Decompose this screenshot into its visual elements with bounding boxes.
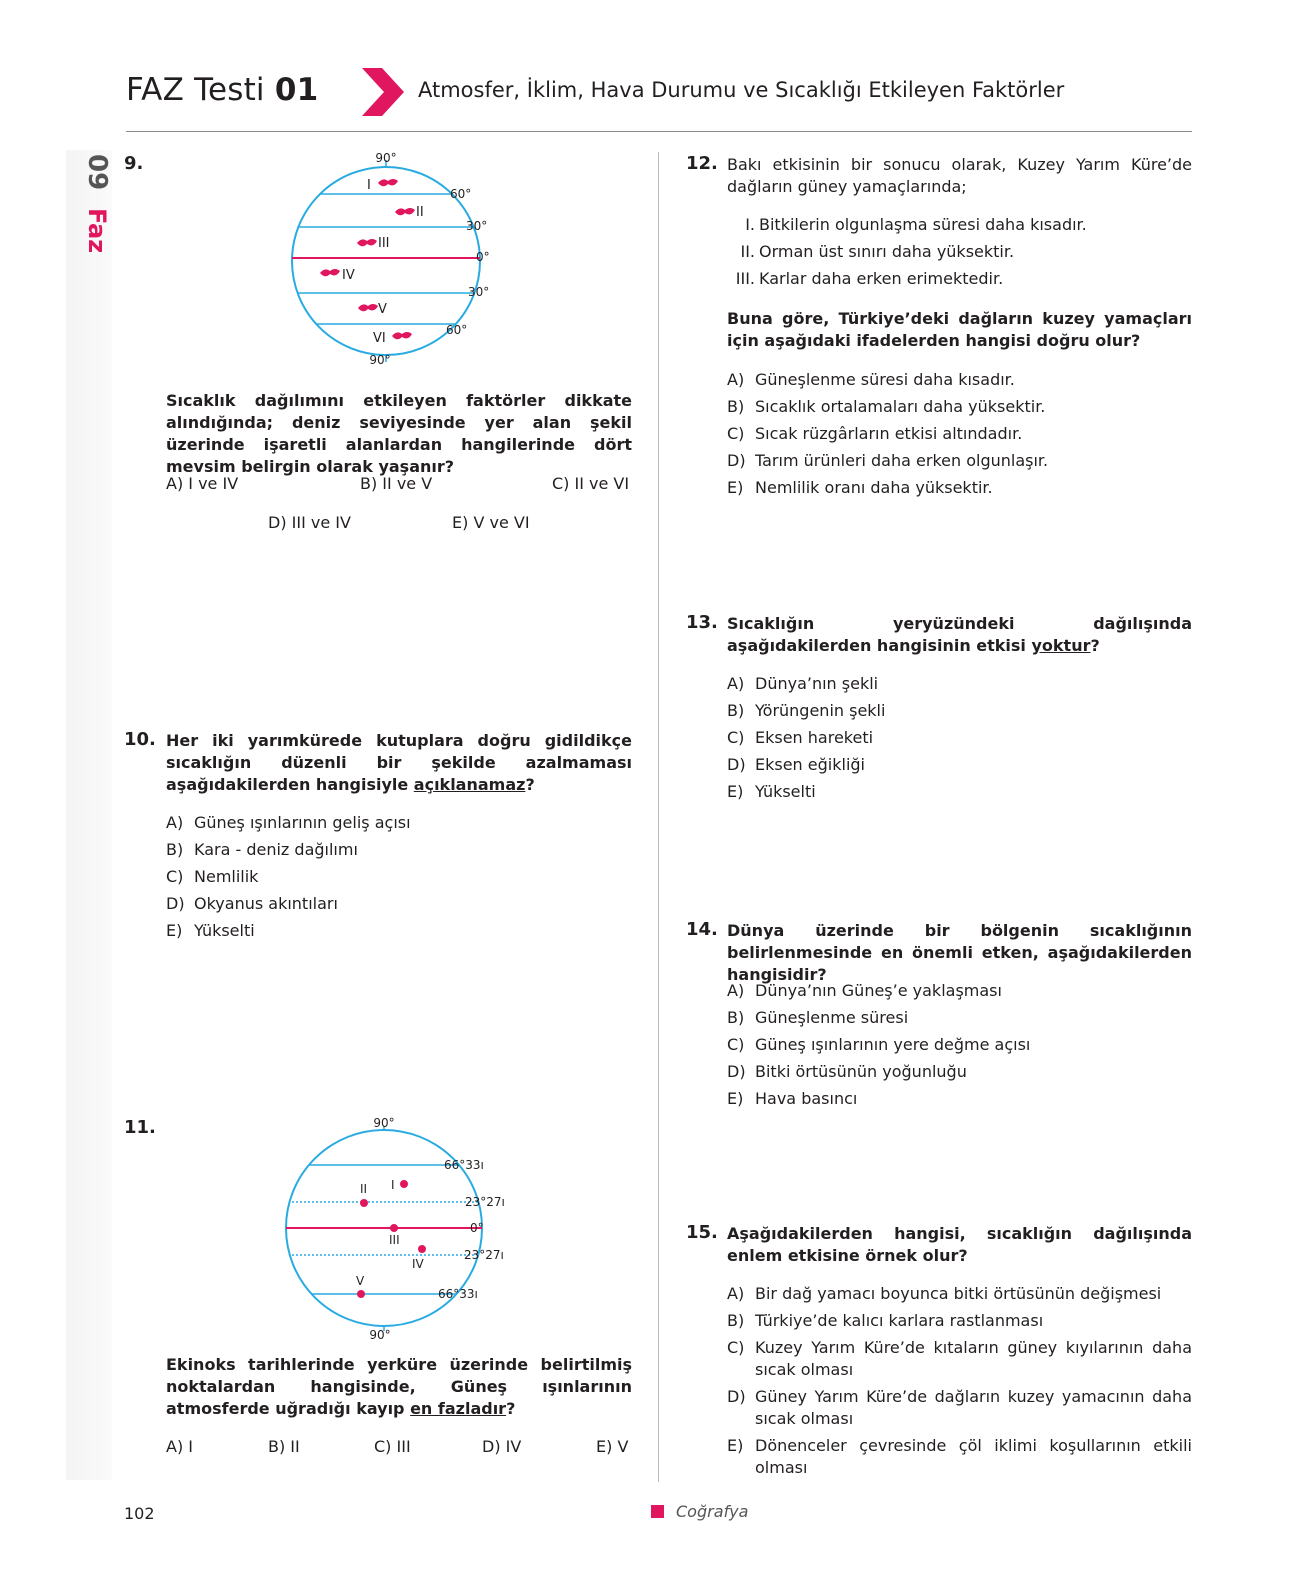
q12-statement-3 — [733, 268, 1003, 290]
q14-option-e[interactable] — [727, 1088, 857, 1110]
point-label-i: I — [391, 1178, 395, 1192]
q13-option-c[interactable] — [727, 727, 873, 749]
option-letter: C) — [166, 867, 184, 886]
q12-option-c[interactable] — [727, 423, 1022, 445]
option-letter: A) — [166, 813, 184, 832]
q13-option-a[interactable] — [727, 673, 878, 695]
footer-square-icon — [651, 1505, 664, 1518]
option-text: Güney Yarım Küre’de dağların kuzey yamacının daha sıcak olması — [755, 1387, 1192, 1428]
q15-option-d[interactable] — [727, 1386, 1192, 1430]
q9-option-e[interactable]: E) V ve VI — [452, 513, 530, 532]
q15-option-b[interactable] — [727, 1310, 1192, 1332]
statement-text: Orman üst sınırı daha yüksektir. — [759, 242, 1015, 261]
option-text: Dünya’nın şekli — [755, 674, 879, 693]
lat-label-2327n: 23°27ı — [465, 1195, 505, 1209]
q11-stem-emphasis: en fazladır — [410, 1399, 507, 1418]
q9-globe-figure — [280, 150, 520, 380]
option-letter: D) — [727, 1062, 746, 1081]
option-text: Eksen eğikliği — [755, 755, 865, 774]
lat-label-60s: 60° — [446, 323, 468, 337]
statement-roman: II. — [740, 242, 755, 261]
point-label-iv: IV — [412, 1257, 424, 1271]
option-letter: A) — [727, 674, 745, 693]
q10-option-c[interactable] — [166, 866, 258, 888]
test-number: 01 — [274, 72, 319, 108]
q11-stem-end: ? — [506, 1399, 516, 1418]
lat-label-60n: 60° — [450, 187, 472, 201]
statement-roman: III. — [735, 269, 755, 288]
test-title-prefix: FAZ Testi — [126, 72, 265, 108]
option-letter: B) — [727, 1311, 745, 1330]
q11-option-c[interactable]: C) III — [374, 1437, 411, 1456]
q10-option-d[interactable] — [166, 893, 338, 915]
lat-label-6633n: 66°33ı — [444, 1158, 484, 1172]
option-letter: E) — [727, 1436, 744, 1455]
q10-stem-text: Her iki yarımkürede kutuplara doğru gidildikçe sıcaklığın düzenli bir şekilde azalmaması aşağıdakilerden hangisiyle — [166, 731, 632, 794]
header-divider — [126, 131, 1192, 132]
label-top-90: 90° — [373, 1116, 395, 1130]
option-letter: E) — [727, 1089, 744, 1108]
option-letter: E) — [166, 921, 183, 940]
option-letter: A) — [727, 981, 745, 1000]
option-letter: C) — [727, 1338, 745, 1357]
option-text: Türkiye’de kalıcı karlara rastlanması — [755, 1311, 1044, 1330]
question-number-13: 13. — [686, 612, 718, 633]
statement-text: Bitkilerin olgunlaşma süresi daha kısadır. — [759, 215, 1087, 234]
faz-logo: Faz — [83, 208, 111, 254]
question-number-10: 10. — [124, 729, 156, 750]
point-label-ii: II — [360, 1182, 368, 1196]
q11-globe-figure — [280, 1118, 520, 1340]
q15-option-a[interactable] — [727, 1283, 1192, 1305]
area-label-ii: II — [416, 205, 424, 220]
area-label-iii: III — [378, 236, 390, 251]
option-text: Kara - deniz dağılımı — [194, 840, 358, 859]
q10-option-e[interactable] — [166, 920, 255, 942]
option-text: Bitki örtüsünün yoğunluğu — [755, 1062, 967, 1081]
option-text: Güneş ışınlarının geliş açısı — [194, 813, 411, 832]
option-letter: D) — [727, 755, 746, 774]
q13-option-e[interactable] — [727, 781, 816, 803]
q13-stem-emphasis: yoktur — [1031, 636, 1091, 655]
option-letter: B) — [727, 701, 745, 720]
q11-option-a[interactable]: A) I — [166, 1437, 193, 1456]
option-text: Yükselti — [194, 921, 255, 940]
q10-stem — [166, 730, 632, 796]
topic-title: Atmosfer, İklim, Hava Durumu ve Sıcaklığı Etkileyen Faktörler — [418, 78, 1065, 102]
q14-option-a[interactable] — [727, 980, 1002, 1002]
option-text: Dönenceler çevresinde çöl iklimi koşullarının etkili olması — [755, 1436, 1192, 1477]
lat-label-30s: 30° — [468, 285, 490, 299]
option-letter: B) — [166, 840, 184, 859]
option-letter: A) — [727, 1284, 745, 1303]
option-text: Bir dağ yamacı boyunca bitki örtüsünün değişmesi — [755, 1284, 1162, 1303]
q9-stem: Sıcaklık dağılımını etkileyen faktörler dikkate alındığında; deniz seviyesinde yer alan şekil üzerinde işaretli alanlardan hangilerinde dört mevsim belirgin olarak yaşanır? — [166, 391, 632, 476]
area-label-v: V — [378, 302, 387, 317]
side-band — [66, 150, 112, 1480]
label-bottom-90: 90° — [369, 1328, 391, 1342]
side-label-number: 09 — [82, 154, 112, 191]
area-marks — [320, 179, 415, 339]
option-letter: C) — [727, 1035, 745, 1054]
lat-label-0: 0° — [470, 1221, 484, 1235]
q10-stem-emphasis: açıklanamaz — [413, 775, 526, 794]
q14-option-d[interactable] — [727, 1061, 967, 1083]
q9-option-d[interactable]: D) III ve IV — [268, 513, 351, 532]
question-number-9: 9. — [124, 153, 144, 174]
statement-roman: I. — [745, 215, 755, 234]
option-letter: D) — [727, 451, 746, 470]
q14-option-c[interactable] — [727, 1034, 1030, 1056]
q12-statement-1 — [733, 214, 1087, 236]
q12-intro: Bakı etkisinin bir sonucu olarak, Kuzey Yarım Küre’de dağların güney yamaçlarında; — [727, 155, 1192, 196]
q14-stem: Dünya üzerinde bir bölgenin sıcaklığının belirlenmesinde en önemli etken, aşağıdakilerden hangisidir? — [727, 921, 1192, 984]
option-text: Güneşlenme süresi — [755, 1008, 909, 1027]
option-text: Okyanus akıntıları — [194, 894, 338, 913]
point-label-iii: III — [389, 1233, 400, 1247]
option-text: Nemlilik — [194, 867, 259, 886]
q11-stem-text: Ekinoks tarihlerinde yerküre üzerinde belirtilmiş noktalardan hangisinde, Güneş ışınlarının atmosferde uğradığı kayıp — [166, 1355, 632, 1418]
q12-option-b[interactable] — [727, 396, 1045, 418]
q14-option-b[interactable] — [727, 1007, 908, 1029]
q13-stem-text: Sıcaklığın yeryüzündeki dağılışında aşağıdakilerden hangisinin etkisi — [727, 614, 1192, 655]
q9-option-b[interactable]: B) II ve V — [360, 474, 433, 493]
option-text: Sıcaklık ortalamaları daha yüksektir. — [755, 397, 1046, 416]
label-bottom-90: 90° — [369, 353, 391, 367]
page-number: 102 — [124, 1504, 155, 1523]
chevron-right-icon — [362, 68, 404, 116]
column-divider — [658, 152, 659, 1482]
q13-option-d[interactable] — [727, 754, 865, 776]
option-text: Yörüngenin şekli — [755, 701, 886, 720]
option-letter: E) — [727, 782, 744, 801]
option-letter: B) — [727, 1008, 745, 1027]
option-letter: A) — [727, 370, 745, 389]
area-label-i: I — [367, 178, 371, 193]
test-title — [126, 72, 318, 108]
option-text: Nemlilik oranı daha yüksektir. — [755, 478, 993, 497]
point-label-v: V — [356, 1274, 365, 1288]
lat-label-30n: 30° — [466, 219, 488, 233]
q10-option-b[interactable] — [166, 839, 358, 861]
area-label-vi: VI — [373, 331, 386, 346]
q11-option-e[interactable]: E) V — [596, 1437, 629, 1456]
option-text: Yükselti — [755, 782, 816, 801]
option-text: Kuzey Yarım Küre’de kıtaların güney kıyılarının daha sıcak olması — [755, 1338, 1192, 1379]
option-text: Dünya’nın Güneş’e yaklaşması — [755, 981, 1002, 1000]
option-letter: C) — [727, 728, 745, 747]
q12-stem: Buna göre, Türkiye’deki dağların kuzey yamaçları için aşağıdaki ifadelerden hangisi doğru olur? — [727, 309, 1192, 350]
lat-label-6633s: 66°33ı — [438, 1287, 478, 1301]
q13-stem-end: ? — [1090, 636, 1100, 655]
question-number-12: 12. — [686, 153, 718, 174]
q15-stem: Aşağıdakilerden hangisi, sıcaklığın dağılışında enlem etkisine örnek olur? — [727, 1224, 1192, 1265]
q9-option-a[interactable]: A) I ve IV — [166, 474, 239, 493]
q12-option-a[interactable] — [727, 369, 1015, 391]
option-letter: E) — [727, 478, 744, 497]
q11-stem — [166, 1354, 632, 1420]
question-number-14: 14. — [686, 919, 718, 940]
q12-option-e[interactable] — [727, 477, 993, 499]
footer-subject: Coğrafya — [676, 1502, 749, 1521]
option-letter: D) — [166, 894, 185, 913]
label-top-90: 90° — [375, 151, 397, 165]
q11-option-d[interactable]: D) IV — [482, 1437, 522, 1456]
q10-option-a[interactable] — [166, 812, 411, 834]
option-text: Güneşlenme süresi daha kısadır. — [755, 370, 1015, 389]
option-text: Hava basıncı — [755, 1089, 858, 1108]
question-number-15: 15. — [686, 1222, 718, 1243]
q10-stem-end: ? — [525, 775, 535, 794]
option-letter: D) — [727, 1387, 746, 1406]
lat-label-0: 0° — [476, 250, 490, 264]
option-letter: B) — [727, 397, 745, 416]
option-text: Eksen hareketi — [755, 728, 874, 747]
q11-option-b[interactable]: B) II — [268, 1437, 300, 1456]
lat-label-2327s: 23°27ı — [464, 1248, 504, 1262]
question-number-11: 11. — [124, 1117, 156, 1138]
option-text: Güneş ışınlarının yere değme açısı — [755, 1035, 1031, 1054]
statement-text: Karlar daha erken erimektedir. — [759, 269, 1004, 288]
faz-09-side-label — [72, 150, 112, 260]
q13-option-b[interactable] — [727, 700, 885, 722]
area-label-iv: IV — [342, 268, 355, 283]
option-letter: C) — [727, 424, 745, 443]
q13-stem — [727, 613, 1192, 657]
option-text: Tarım ürünleri daha erken olgunlaşır. — [755, 451, 1049, 470]
q12-option-d[interactable] — [727, 450, 1048, 472]
q12-statement-2 — [733, 241, 1014, 263]
option-text: Sıcak rüzgârların etkisi altındadır. — [755, 424, 1023, 443]
q15-option-e[interactable] — [727, 1435, 1192, 1479]
q9-option-c[interactable]: C) II ve VI — [552, 474, 630, 493]
q15-option-c[interactable] — [727, 1337, 1192, 1381]
